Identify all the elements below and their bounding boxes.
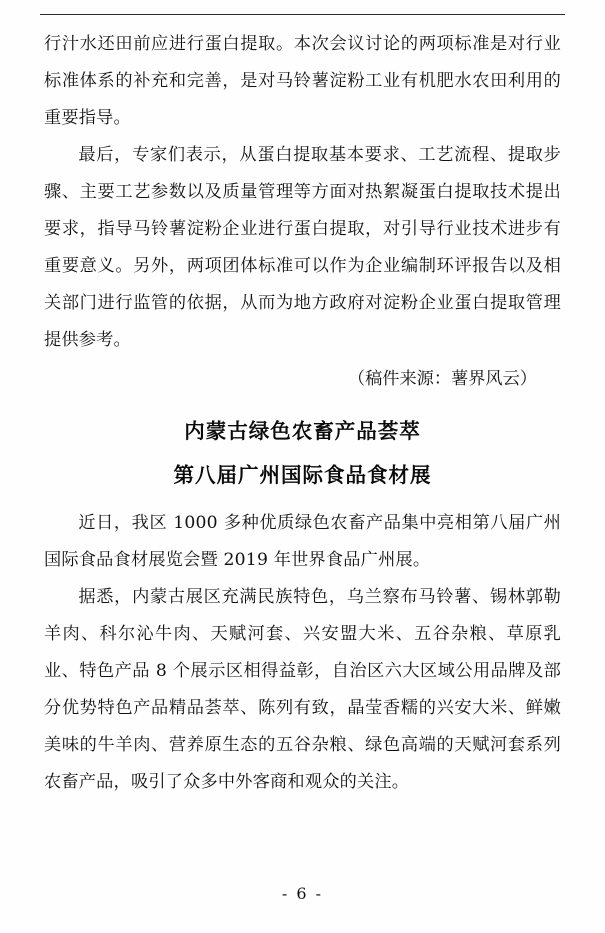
page-number: - 6 - bbox=[281, 884, 324, 903]
article-body bbox=[44, 505, 561, 801]
paragraph: 最后，专家们表示，从蛋白提取基本要求、工艺流程、提取步骤、主要工艺参数以及质量管理等方面对热絮凝蛋白提取技术提出要求，指导马铃薯淀粉企业进行蛋白提取，对引导行业技术进步有重要意义。另外，两项团体标准可以作为企业编制环评报告以及相关部门进行监管的依据，从而为地方政府对淀粉企业蛋白提取管理提供参考。 bbox=[44, 145, 561, 350]
article-paragraph: 据悉，内蒙古展区充满民族特色，乌兰察布马铃薯、锡林郭勒羊肉、科尔沁牛肉、天赋河套、兴安盟大米、五谷杂粮、草原乳业、特色产品 8 个展示区相得益彰，自治区六大区域公用品牌及部分优势特色产品精品荟萃、陈列有致，晶莹香糯的兴安大米、鲜嫩美味的牛羊肉、营养原生态的五谷杂粮、绿色高端的天赋河套系列农畜产品，吸引了众多中外客商和观众的关注。 bbox=[44, 587, 561, 792]
source-attribution: （稿件来源：薯界风云） bbox=[347, 369, 537, 389]
article-headline-line2: 第八届广州国际食品食材展 bbox=[173, 463, 432, 487]
page-top-rule bbox=[40, 14, 565, 15]
paragraph-continuation: 行汁水还田前应进行蛋白提取。本次会议讨论的两项标准是对行业标准体系的补充和完善，是对马铃薯淀粉工业有机肥水农田利用的重要指导。 bbox=[44, 34, 561, 128]
article-headline-line1: 内蒙古绿色农畜产品荟萃 bbox=[184, 419, 421, 443]
document-body bbox=[44, 26, 561, 359]
article-paragraph: 近日，我区 1000 多种优质绿色农畜产品集中亮相第八届广州国际食品食材展览会暨 2019 年世界食品广州展。 bbox=[44, 513, 561, 570]
